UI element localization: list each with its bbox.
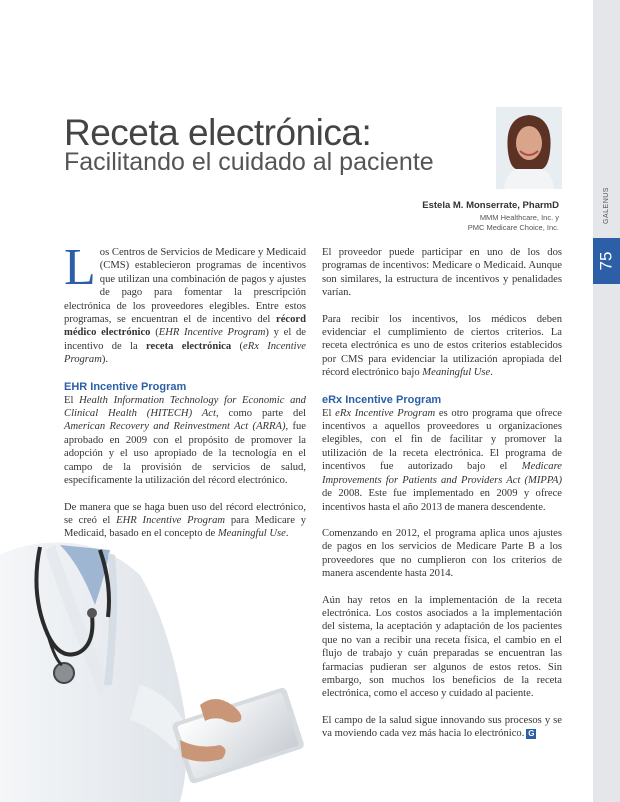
doctor-with-tablet-image <box>0 535 310 802</box>
paragraph: El Health Information Technology for Economic and Clinical Health (HITECH) Act, como parte del American Recovery and Reinvestment Act (ARRA), fue aprobado en 2009 con el propósito de promover la adopción y el uso apropiado de la tecnología en el campo de la provisión de servicios de salud, específicamente la utilización del récord electrónico. <box>64 394 306 487</box>
side-band <box>593 0 620 802</box>
end-mark-icon: G <box>528 728 535 738</box>
page-number-box <box>593 238 620 284</box>
paragraph: El proveedor puede participar en uno de los dos programas de incentivos: Medicare o Medicaid. Aunque son similares, la estructura de incentivos y penalidades varían. <box>322 247 562 299</box>
page-number: 75 <box>596 251 616 271</box>
article-subtitle: Facilitando el cuidado al paciente <box>64 148 434 176</box>
section-heading-ehr: EHR Incentive Program <box>64 380 187 393</box>
magazine-name: GALENUS <box>602 186 610 224</box>
paragraph: De manera que se haga buen uso del récord electrónico, se creó el EHR Incentive Program para Medicare y Medicaid, basado en el concepto de Meaningful Use. <box>64 501 306 540</box>
author-photo <box>496 107 562 189</box>
drop-cap: L <box>64 239 96 296</box>
section-heading-erx: eRx Incentive Program <box>322 393 442 406</box>
closing-paragraph: El campo de la salud sigue innovando sus procesos y se va moviendo cada vez más hacia lo electrónico. G <box>322 714 562 740</box>
paragraph: Comenzando en 2012, el programa aplica unos ajustes de pagos en los servicios de Medicare Parte B a los proveedores que no cumplieron con los criterios de manera ascendente hasta 2014. <box>322 527 562 580</box>
author-affiliation: MMM Healthcare, Inc. y PMC Medicare Choice, Inc. <box>467 213 559 232</box>
author-name: Estela M. Monserrate, PharmD <box>422 200 559 211</box>
column-left <box>64 239 307 554</box>
paragraph: El eRx Incentive Program es otro programa que ofrece incentivos a aquellos proveedores u organizaciones elegibles, con el fin de facilitar y promover la utilización de la receta electrónica. El programa de incentivos fue autorizado bajo el Medicare Improvements for Patients and Providers Act (MIPPA) de 2008. Este fue implementado en 2009 y ofrece incentivos hasta el año 2013 de manera descendente. <box>322 407 562 513</box>
paragraph: Para recibir los incentivos, los médicos deben evidenciar el cumplimiento de ciertos criterios. La receta electrónica es uno de estos criterios establecidos por CMS para evidenciar la utilización apropiada del récord electrónico bajo Meaningful Use. <box>322 313 562 379</box>
paragraph: Aún hay retos en la implementación de la receta electrónica. Los costos asociados a la implementación del sistema, la aceptación y adaptación de los pacientes que no van a recibir una receta física, el cambio en el flujo de trabajo y cuán preparadas se encuentran las farmacias pudieran ser algunos de estos retos. Sin embargo, son muchos los beneficios de la receta electrónica, como el acceso y cuidado al paciente. <box>322 594 562 700</box>
article-title: Receta electrónica: <box>64 112 372 153</box>
column-right <box>322 246 562 754</box>
intro-paragraph: Los Centros de Servicios de Medicare y Medicaid (CMS) establecieron programas de incentivos que utilizan una combinación de pagos y ajustes de pago para fomentar la prescripción electrónica de los proveedores elegibles. Entre estos programas, se encuentran el de incentivo del récord médico electrónico (EHR Incentive Program) y el de incentivo de la receta electrónica (eRx Incentive Program). <box>64 239 307 366</box>
